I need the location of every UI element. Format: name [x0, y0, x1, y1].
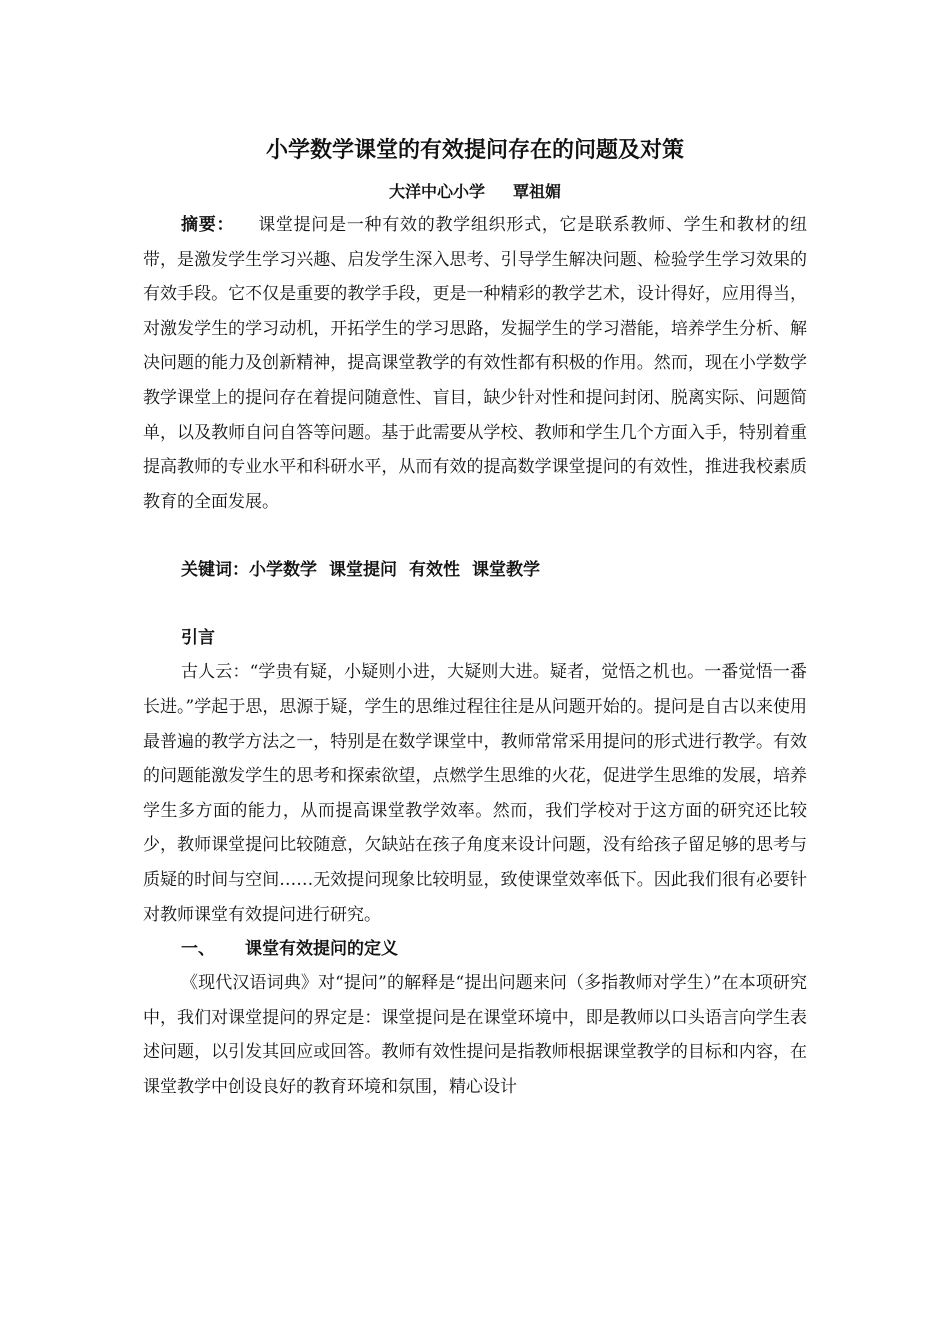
author-school: 大洋中心小学 — [388, 182, 485, 201]
keyword-item: 有效性 — [409, 560, 460, 581]
keyword-item: 课堂教学 — [472, 560, 540, 581]
section-1-heading — [143, 932, 807, 966]
section-1-number: 一、 — [181, 939, 215, 960]
intro-paragraph: 古人云：“学贵有疑，小疑则小进，大疑则大进。疑者，觉悟之机也。一番觉悟一番长进。”学起于思，思源于疑，学生的思维过程往往是从问题开始的。提问是自古以来使用最普遍的教学方法之一，特别是在数学课堂中，教师常常采用提问的形式进行教学。有效的问题能激发学生的思考和探索欲望，点燃学生思维的火花，促进学生思维的发展，培养学生多方面的能力，从而提高课堂教学效率。然而，我们学校对于这方面的研究还比较少，教师课堂提问比较随意，欠缺站在孩子角度来设计问题，没有给孩子留足够的思考与质疑的时间与空间……无效提问现象比较明显，致使课堂效率低下。因此我们很有必要针对教师课堂有效提问进行研究。 — [143, 662, 807, 925]
author-name: 覃祖媚 — [513, 182, 562, 201]
section-1-title: 课堂有效提问的定义 — [245, 939, 398, 960]
keywords-label: 关键词： — [181, 560, 249, 581]
section-1-paragraph: 《现代汉语词典》对“提问”的解释是“提出问题来问（多指教师对学生）”在本项研究中，我们对课堂提问的界定是：课堂提问是在课堂环境中，即是教师以口头语言向学生表述问题，以引发其回应或回答。教师有效性提问是指教师根据课堂教学的目标和内容，在课堂教学中创设良好的教育环境和氛围，精心设计 — [143, 973, 807, 1097]
abstract-paragraph — [143, 208, 807, 519]
author-line — [143, 176, 807, 208]
keyword-item: 课堂提问 — [329, 560, 397, 581]
abstract-label: 摘要： — [181, 215, 235, 235]
intro-heading: 引言 — [181, 628, 215, 649]
document-title: 小学数学课堂的有效提问存在的问题及对策 — [265, 137, 684, 163]
document-page — [143, 128, 807, 1104]
abstract-text: 课堂提问是一种有效的教学组织形式，它是联系教师、学生和教材的纽带，是激发学生学习兴趣、启发学生深入思考、引导学生解决问题、检验学生学习效果的有效手段。它不仅是重要的教学手段，更是一种精彩的教学艺术，设计得好，应用得当，对激发学生的学习动机，开拓学生的学习思路，发掘学生的学习潜能，培养学生分析、解决问题的能力及创新精神，提高课堂教学的有效性都有积极的作用。然而，现在小学数学教学课堂上的提问存在着提问随意性、盲目，缺少针对性和提问封闭、脱离实际、问题简单，以及教师自问自答等问题。基于此需要从学校、教师和学生几个方面入手，特别着重提高教师的专业水平和科研水平，从而有效的提高数学课堂提问的有效性，推进我校素质教育的全面发展。 — [143, 215, 808, 512]
keyword-item: 小学数学 — [249, 560, 317, 581]
keywords-line — [143, 553, 807, 587]
